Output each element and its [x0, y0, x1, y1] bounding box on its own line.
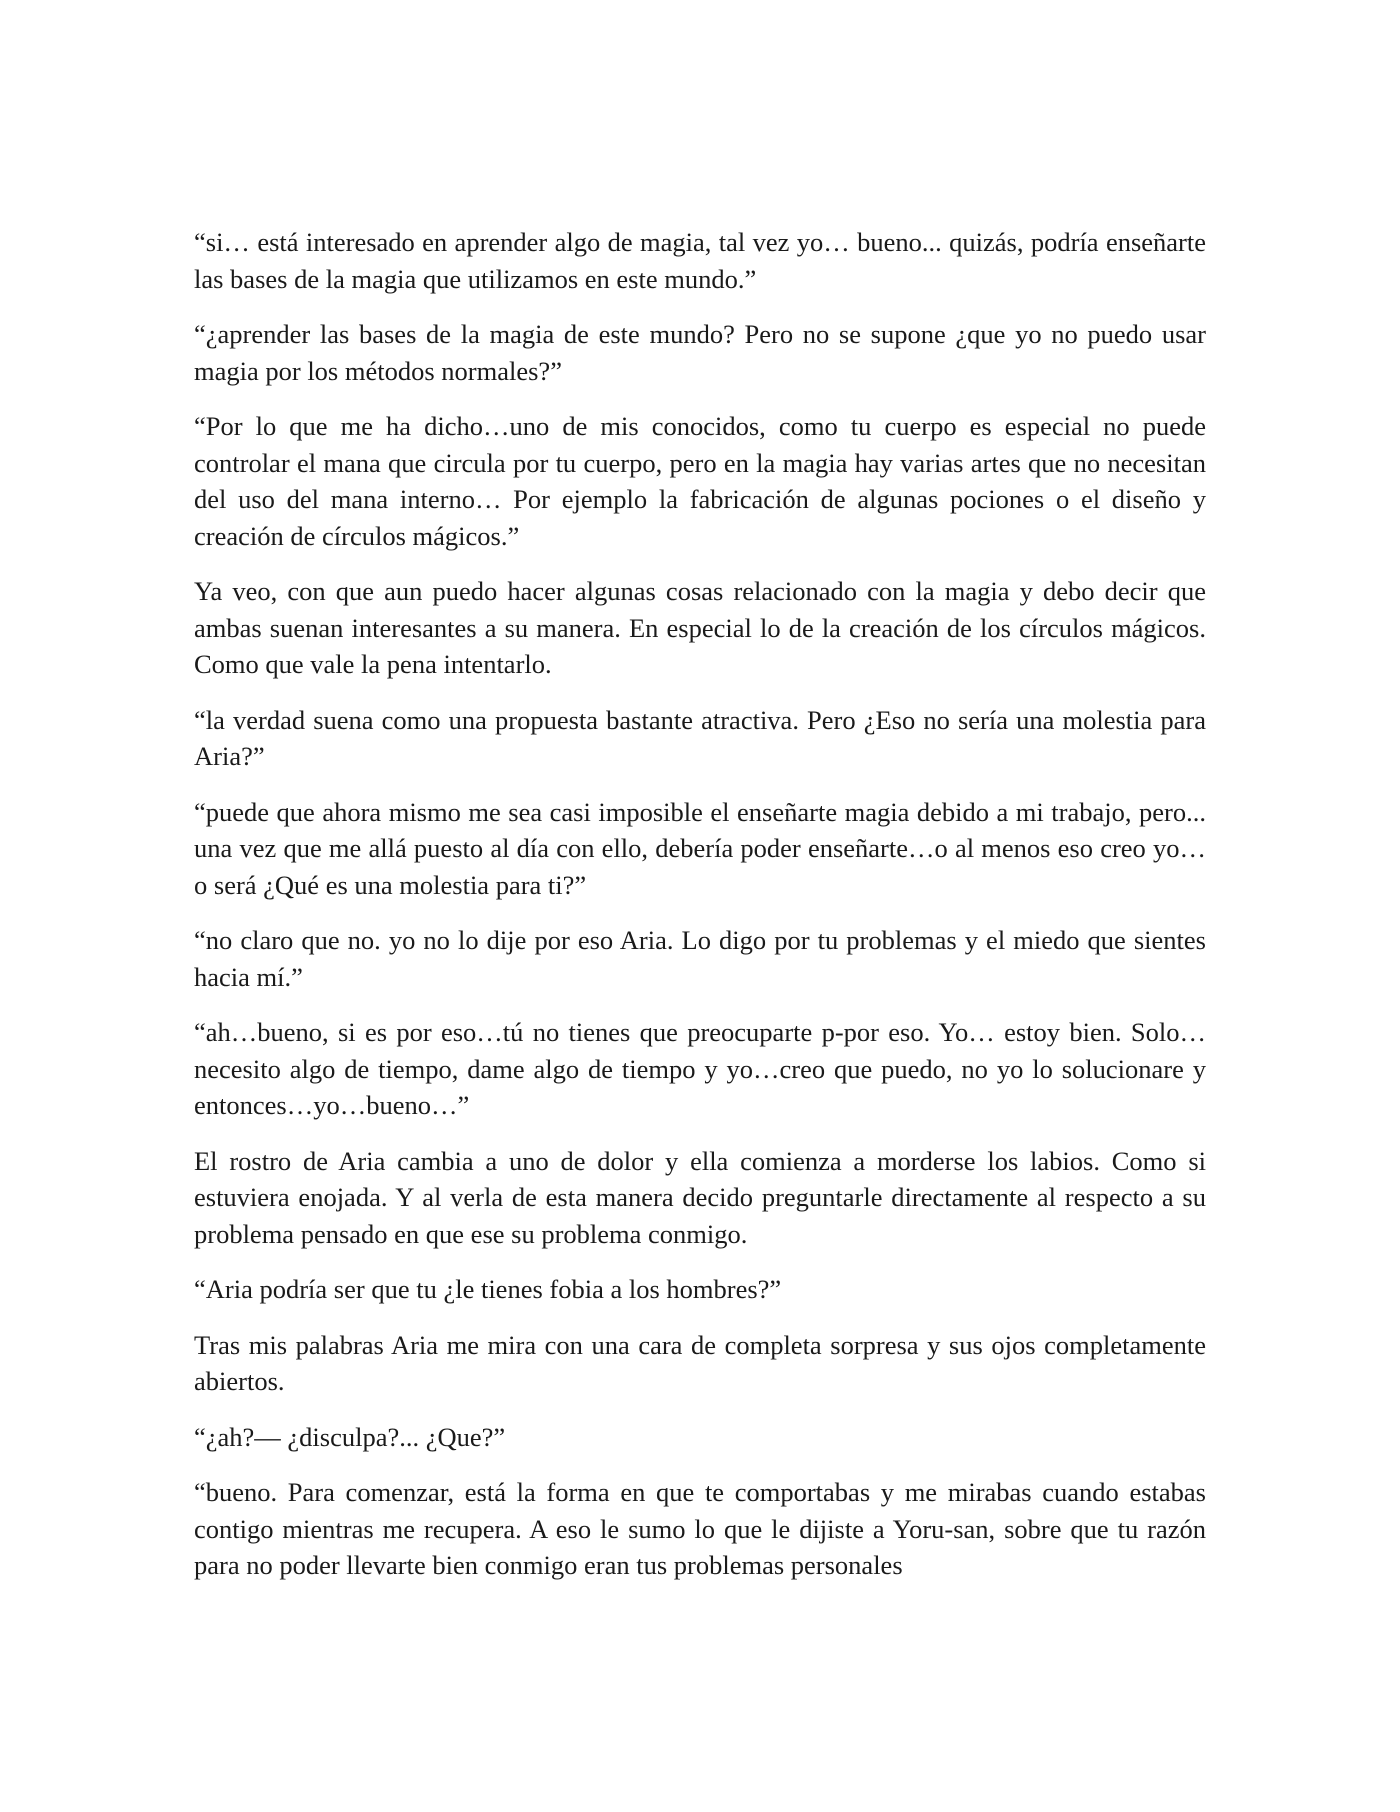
- paragraph-8: “ah…bueno, si es por eso…tú no tienes que preocuparte p-por eso. Yo… estoy bien. Solo… necesito algo de tiempo, dame algo de tiempo y yo…creo que puedo, no yo lo solucionare y entonces…yo…bueno…”: [194, 1017, 1206, 1120]
- document-page: [194, 224, 1206, 1603]
- paragraph-12: “¿ah?— ¿disculpa?... ¿Que?”: [194, 1421, 506, 1452]
- paragraph-13: “bueno. Para comenzar, está la forma en que te comportabas y me mirabas cuando estabas contigo mientras me recupera. A eso le sumo lo que le dijiste a Yoru-san, sobre que tu razón para no poder llevarte bien conmigo eran tus problemas personales: [194, 1477, 1206, 1580]
- paragraph-4: Ya veo, con que aun puedo hacer algunas cosas relacionado con la magia y debo decir que ambas suenan interesantes a su manera. En especial lo de la creación de los círculos mágicos. Como que vale la pena intentarlo.: [194, 576, 1206, 679]
- paragraph-5: “la verdad suena como una propuesta bastante atractiva. Pero ¿Eso no sería una molestia para Aria?”: [194, 704, 1206, 771]
- paragraph-3: “Por lo que me ha dicho…uno de mis conocidos, como tu cuerpo es especial no puede controlar el mana que circula por tu cuerpo, pero en la magia hay varias artes que no necesitan del uso del mana interno… Por ejemplo la fabricación de algunas pociones o el diseño y creación de círculos mágicos.”: [194, 411, 1206, 551]
- paragraph-10: “Aria podría ser que tu ¿le tienes fobia a los hombres?”: [194, 1274, 782, 1304]
- paragraph-2: “¿aprender las bases de la magia de este mundo? Pero no se supone ¿que yo no puedo usar magia por los métodos normales?”: [194, 319, 1206, 386]
- paragraph-11: Tras mis palabras Aria me mira con una cara de completa sorpresa y sus ojos completamente abiertos.: [194, 1329, 1206, 1396]
- paragraph-7: “no claro que no. yo no lo dije por eso Aria. Lo digo por tu problemas y el miedo que sientes hacia mí.”: [194, 925, 1206, 992]
- paragraph-1: “si… está interesado en aprender algo de magia, tal vez yo… bueno... quizás, podría enseñarte las bases de la magia que utilizamos en este mundo.”: [194, 227, 1206, 294]
- paragraph-9: El rostro de Aria cambia a uno de dolor y ella comienza a morderse los labios. Como si estuviera enojada. Y al verla de esta manera decido preguntarle directamente al respecto a su problema pensado en que ese su problema conmigo.: [194, 1145, 1206, 1249]
- paragraph-6: “puede que ahora mismo me sea casi imposible el enseñarte magia debido a mi trabajo, pero... una vez que me allá puesto al día con ello, debería poder enseñarte…o al menos eso creo yo…o será ¿Qué es una molestia para ti?”: [194, 796, 1206, 900]
